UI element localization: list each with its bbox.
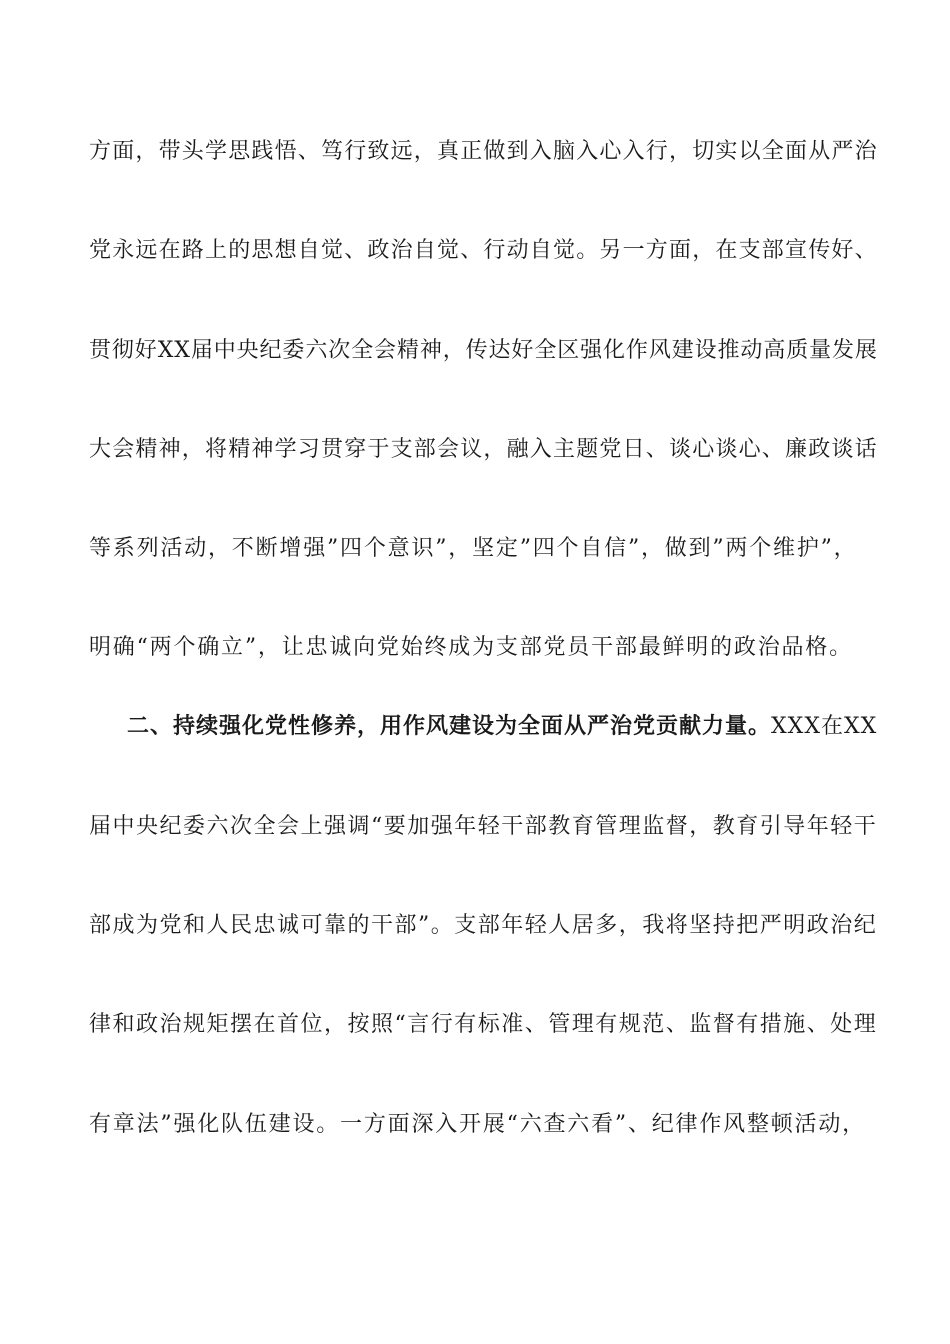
section-2-line-2: 部成为党和人民忠诚可靠的干部”。支部年轻人居多，我将坚持把严明政治纪 <box>89 913 878 938</box>
section-2-line-3: 律和政治规矩摆在首位，按照“言行有标准、管理有规范、监督有措施、处理 <box>89 1012 878 1037</box>
paragraph-line-4: 大会精神，将精神学习贯穿于支部会议，融入主题党日、谈心谈心、廉政谈话 <box>89 437 878 462</box>
section-2-first-line <box>127 708 879 744</box>
paragraph-line-3: 贯彻好XX届中央纪委六次全会精神，传达好全区强化作风建设推动高质量发展 <box>89 338 878 363</box>
paragraph-line-1: 方面，带头学思践悟、笃行致远，真正做到入脑入心入行，切实以全面从严治 <box>89 139 878 164</box>
paragraph-line-6: 明确“两个确立”，让忠诚向党始终成为支部党员干部最鲜明的政治品格。 <box>89 635 853 660</box>
paragraph-line-2: 党永远在路上的思想自觉、政治自觉、行动自觉。另一方面，在支部宣传好、 <box>89 238 878 263</box>
section-2-line-1: 届中央纪委六次全会上强调“要加强年轻干部教育管理监督，教育引导年轻干 <box>89 814 878 839</box>
section-2-heading-tail: XXX在XX <box>771 714 878 739</box>
paragraph-line-5: 等系列活动，不断增强”四个意识”，坚定”四个自信”，做到”两个维护”， <box>89 536 858 561</box>
section-2-line-4: 有章法”强化队伍建设。一方面深入开展“六查六看”、纪律作风整顿活动， <box>89 1112 866 1137</box>
section-2-heading: 二、持续强化党性修养，用作风建设为全面从严治党贡献力量。 <box>127 713 772 739</box>
